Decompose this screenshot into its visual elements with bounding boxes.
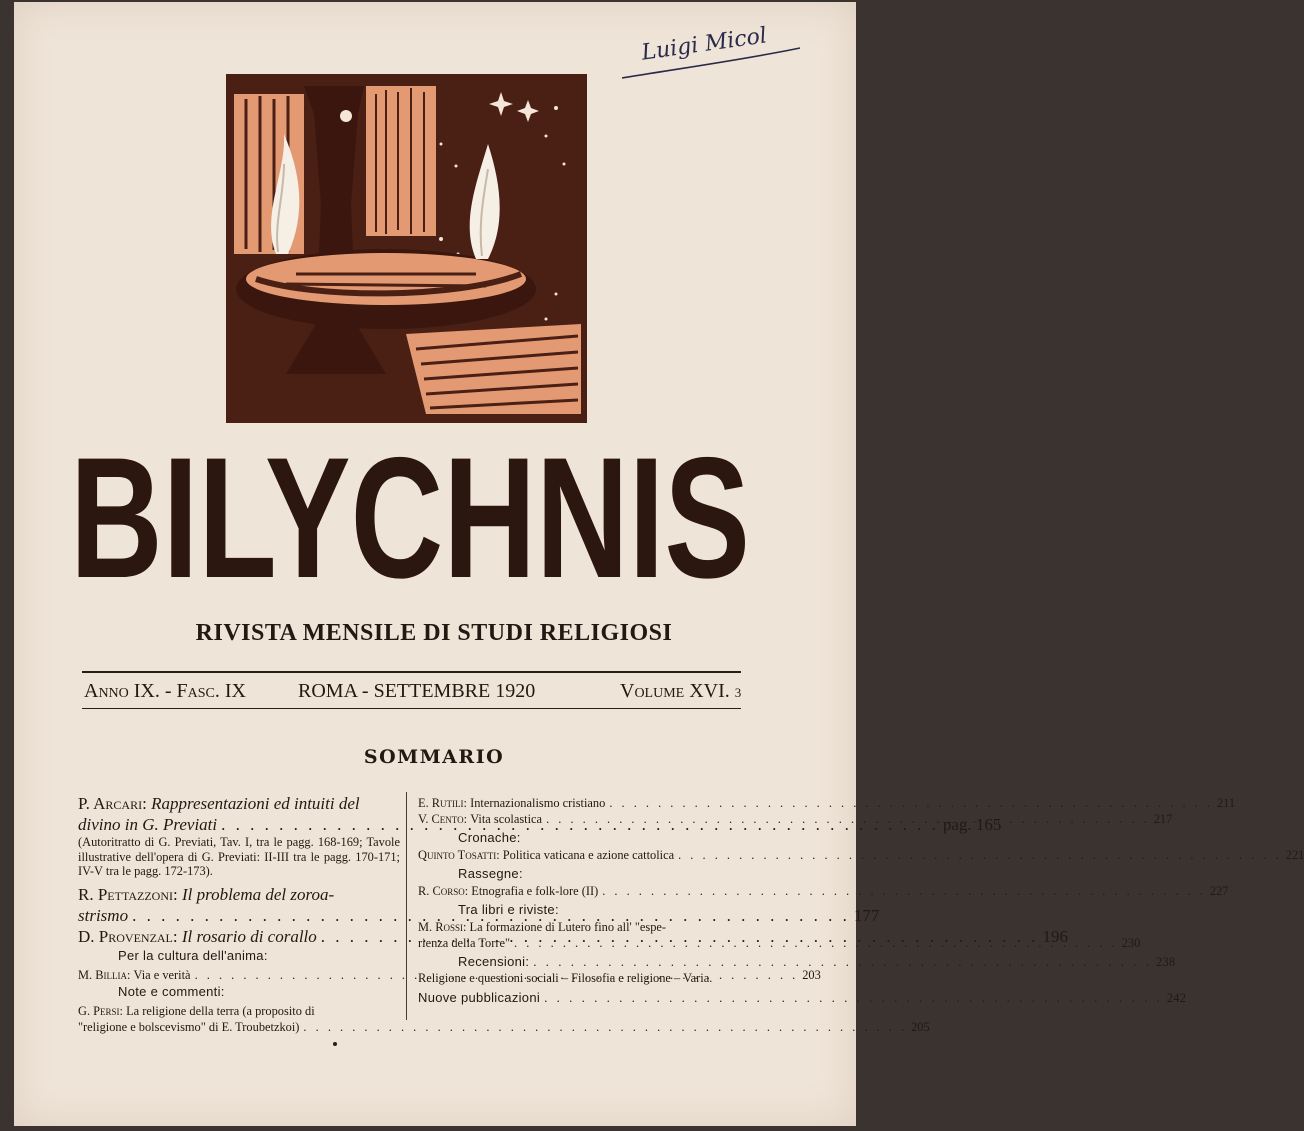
masthead-title [60, 422, 760, 614]
page-number: 205 [911, 1019, 930, 1034]
toc-entry: V. Cento : Vita scolastica . . . 217 [418, 811, 740, 827]
svg-text:Luigi Micol: Luigi Micol [640, 23, 769, 66]
page-number: 211 [1216, 796, 1236, 810]
page-number: 221 [1285, 848, 1304, 862]
subtitle: RIVISTA MENSILE DI STUDI RELIGIOSI [195, 620, 673, 646]
issue-info-bar [84, 680, 754, 706]
toc-entry: D. Provenzal : Il rosario di corallo . . . 196 [78, 926, 400, 947]
section-heading: Per la cultura dell'anima: [118, 947, 268, 963]
section-heading: Rassegne: [458, 866, 523, 881]
divider-rule-bottom [82, 708, 741, 709]
issue-volume: Volume XVI. 3 [620, 680, 742, 702]
page-number: 227 [1209, 884, 1229, 898]
page-number: 165 [975, 815, 1002, 834]
section-heading: Note e commenti: [118, 983, 225, 999]
toc-entry: strismo . . . 177 [78, 905, 400, 926]
toc-entry: M. Billia : Via e verità . . . 203 [78, 967, 400, 983]
toc-entry: R. Pettazzoni : Il problema del zoroa- [78, 884, 335, 904]
svg-text:BILYCHNIS: BILYCHNIS [70, 422, 750, 614]
toc-entry: Nuove pubblicazioni . . . 242 [418, 989, 740, 1007]
toc-entry: M. Rossi : La formazione di Lutero fino all' "espe- [418, 920, 667, 934]
printer-dot [333, 1042, 337, 1046]
toc-entry: E. Rutili : Internazionalismo cristiano . . . 211 [418, 795, 740, 811]
magazine-cover [14, 2, 1304, 1126]
section-heading: Tra libri e riviste: [458, 902, 559, 917]
toc-entry: rienza della Torre" . . . 230 [418, 935, 740, 951]
page-number: 217 [1153, 812, 1173, 826]
toc-entry: R. Corso : Etnografia e folk-lore (II) . . . 227 [418, 883, 740, 899]
page-number: 177 [853, 905, 880, 925]
toc-entry: Quinto Tosatti : Politica vaticana e azione cattolica . . . 221 [418, 847, 740, 863]
issue-anno: Anno IX. - Fasc. IX [84, 680, 246, 702]
toc-entry: divino in G. Previati . . . pag. 165 [78, 814, 400, 835]
page-number: 238 [1155, 955, 1176, 969]
toc-note: Religione e questioni sociali – Filosofia e religione – Varia. [418, 971, 713, 985]
page-number: 230 [1121, 936, 1141, 950]
section-heading: Cronache: [458, 830, 521, 845]
page-number: 196 [1042, 926, 1069, 946]
toc-entry: "religione e bolscevismo" di E. Troubetzkoi) . . . 205 [78, 1019, 400, 1035]
toc-entry: G. Persi : La religione della terra (a proposito di [78, 1003, 315, 1018]
woodcut-lamp-illustration [226, 74, 587, 423]
page-number: 242 [1166, 990, 1187, 1005]
issue-place-date: ROMA - SETTEMBRE 1920 [298, 680, 536, 702]
contents-heading: SOMMARIO [363, 746, 505, 768]
page-number: 203 [802, 967, 821, 982]
handwritten-signature [622, 20, 802, 80]
toc-entry: Recensioni: . . . 238 [418, 953, 740, 971]
divider-rule-top [82, 671, 741, 673]
toc-entry: P. Arcari : Rappresentazioni ed intuiti del [78, 794, 360, 813]
toc-note: (Autoritratto di G. Previati, Tav. I, tra le pagg. 168-169; Tavole illustrative dell'opera di G. Previati: II-III tra le pagg. 170-171; IV-V tra le pagg. 172-173). [78, 835, 400, 878]
